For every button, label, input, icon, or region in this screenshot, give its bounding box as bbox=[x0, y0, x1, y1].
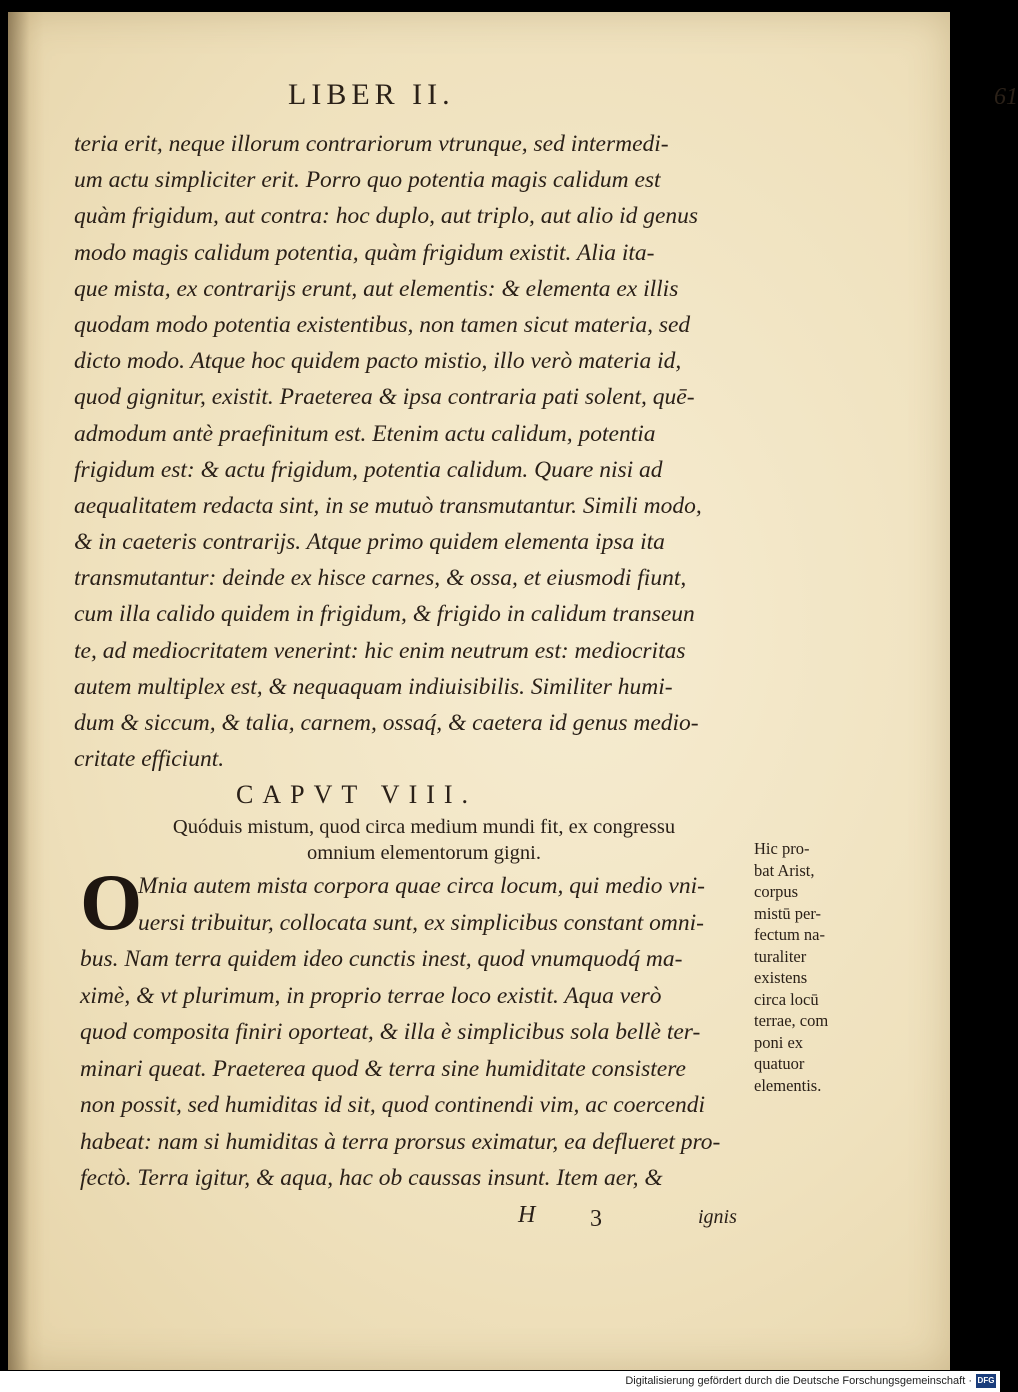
text-line: te, ad mediocritatem venerint: hic enim neutrum est: mediocritas bbox=[74, 637, 686, 664]
text-line: quàm frigidum, aut contra: hoc duplo, aut triplo, aut alio id genus bbox=[74, 203, 699, 230]
marginal-note bbox=[754, 838, 864, 1096]
marginal-note-line: corpus bbox=[754, 882, 798, 901]
text-line: ximè, & vt plurimum, in proprio terrae loco existit. Aqua verò bbox=[80, 982, 662, 1009]
marginal-note-line: Hic pro- bbox=[754, 839, 810, 858]
marginal-note-line: existens bbox=[754, 968, 808, 987]
marginal-note-line: fectum na- bbox=[754, 925, 826, 944]
text-line: frigidum est: & actu frigidum, potentia calidum. Quare nisi ad bbox=[74, 456, 663, 483]
footer-catchline bbox=[518, 1202, 758, 1238]
text-line: non possit, sed humiditas id sit, quod continendi vim, ac coercendi bbox=[80, 1092, 706, 1118]
catchword: ignis bbox=[698, 1206, 737, 1228]
body-text bbox=[74, 126, 764, 777]
text-line: dum & siccum, & talia, carnem, ossaq́, & caetera id genus medio- bbox=[74, 710, 699, 736]
text-line: bus. Nam terra quidem ideo cunctis inest, quod vnumquodq́ ma- bbox=[80, 946, 683, 972]
book-page bbox=[8, 12, 1018, 1370]
text-line: quod gignitur, existit. Praeterea & ipsa contraria pati solent, quē- bbox=[74, 384, 695, 411]
text-line: transmutantur: deinde ex hisce carnes, & ossa, et eiusmodi fiunt, bbox=[74, 565, 687, 592]
text-line: minari queat. Praeterea quod & terra sine humiditate consistere bbox=[80, 1055, 686, 1082]
text-line: quod composita finiri oporteat, & illa è simplicibus sola bellè ter- bbox=[80, 1019, 701, 1045]
text-line: & in caeteris contrarijs. Atque primo quidem elementa ipsa ita bbox=[74, 529, 665, 556]
page-gutter-shadow bbox=[8, 12, 44, 1370]
text-line: um actu simpliciter erit. Porro quo potentia magis calidum est bbox=[74, 167, 661, 194]
text-line: critate efficiunt. bbox=[74, 746, 225, 773]
running-head bbox=[288, 78, 1018, 122]
text-line: teria erit, neque illorum contrariorum vtrunque, sed intermedi- bbox=[74, 131, 669, 157]
running-title: LIBER II. bbox=[288, 78, 455, 111]
text-line: Mnia autem mista corpora quae circa locum, qui medio vni- bbox=[138, 873, 705, 899]
text-line: habeat: nam si humiditas à terra prorsus eximatur, ea deflueret pro- bbox=[80, 1128, 721, 1155]
summary-line: omnium elementorum gigni. bbox=[306, 842, 541, 864]
marginal-note-line: turaliter bbox=[754, 946, 807, 966]
marginal-note-line: mistū per- bbox=[754, 903, 822, 923]
marginal-note-line: quatuor bbox=[754, 1054, 805, 1073]
text-line: dicto modo. Atque hoc quidem pacto mistio, illo verò materia id, bbox=[74, 348, 682, 375]
funding-credit: Digitalisierung gefördert durch die Deutsche Forschungsgemeinschaft · bbox=[625, 1375, 972, 1387]
marginal-note-line: circa locū bbox=[754, 989, 819, 1009]
chapter-text bbox=[80, 868, 770, 1197]
dfg-logo-icon: DFG bbox=[976, 1374, 996, 1388]
marginal-note-line: poni ex bbox=[754, 1032, 804, 1052]
marginal-note-line: elementis. bbox=[754, 1075, 822, 1095]
chapter-summary bbox=[104, 814, 744, 866]
signature-letter: H bbox=[518, 1202, 536, 1228]
credit-bar bbox=[0, 1371, 1000, 1392]
text-line: modo magis calidum potentia, quàm frigidum existit. Alia ita- bbox=[74, 239, 655, 266]
text-line: quodam modo potentia existentibus, non tamen sicut materia, sed bbox=[74, 311, 691, 338]
text-line: fectò. Terra igitur, & aqua, hac ob caussas insunt. Item aer, & bbox=[80, 1165, 663, 1191]
summary-line: Quóduis mistum, quod circa medium mundi fit, ex congressu bbox=[172, 816, 676, 838]
chapter-heading: CAPVT VIII. bbox=[236, 780, 478, 809]
marginal-note-line: bat Arist, bbox=[754, 860, 815, 880]
text-line: uersi tribuitur, collocata sunt, ex simplicibus constant omni- bbox=[138, 909, 704, 936]
text-line: aequalitatem redacta sint, in se mutuò transmutantur. Simili modo, bbox=[74, 492, 702, 519]
text-line: que mista, ex contrarijs erunt, aut elementis: & elementa ex illis bbox=[74, 275, 679, 302]
text-line: admodum antè praefinitum est. Etenim actu calidum, potentia bbox=[74, 420, 656, 447]
text-line: autem multiplex est, & nequaquam indiuisibilis. Similiter humi- bbox=[74, 673, 673, 700]
text-line: cum illa calido quidem in frigidum, & frigido in calidum transeun bbox=[74, 601, 695, 628]
page-number: 61 bbox=[994, 84, 1018, 110]
marginal-note-line: terrae, com bbox=[754, 1011, 829, 1030]
signature-number: 3 bbox=[590, 1206, 602, 1232]
drop-cap: O bbox=[80, 859, 143, 947]
